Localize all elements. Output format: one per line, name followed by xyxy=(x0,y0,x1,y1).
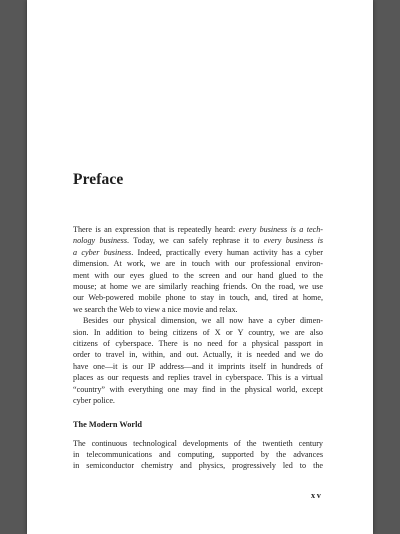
text-line: There is an expression that is repeatedly heard: every business is a tech- xyxy=(73,225,323,234)
book-page xyxy=(27,0,373,534)
paragraph xyxy=(73,438,323,472)
text-line: order to travel in, within, and out. Actually, it is needed and we do xyxy=(73,350,323,360)
text-line: have one—it is our IP address—and it imprints itself in hundreds of xyxy=(73,361,323,371)
text-line: The continuous technological developments of the twentieth century xyxy=(73,438,323,448)
text-line: Besides our physical dimension, we all now have a cyber dimen- xyxy=(83,316,323,326)
text-line: our Web-powered mobile phone to stay in touch, and, tired at home, xyxy=(73,293,323,303)
section-heading: The Modern World xyxy=(73,419,142,429)
text-line: “country” with everything one may find in the physical world, except xyxy=(73,384,323,394)
text-line: ment with our eyes glued to the screen and our hand glued to the xyxy=(73,270,323,280)
text-line: a cyber business. Indeed, practically every human activity has a cyber xyxy=(73,247,323,257)
text-line: cyber police. xyxy=(73,396,115,406)
body-text xyxy=(73,224,323,472)
text-line: sion. In addition to being citizens of X or Y country, we are also xyxy=(73,327,323,337)
paragraph xyxy=(73,315,323,406)
text-line: dimension. At work, we are in touch with our professional environ- xyxy=(73,259,323,269)
text-line: in semiconductor chemistry and physics, progressively led to the xyxy=(73,461,323,471)
chapter-title: Preface xyxy=(73,171,124,188)
text-line: citizens of cyberspace. There is no need for a physical passport in xyxy=(73,339,323,349)
text-line: mouse; at home we are similarly reaching friends. On the road, we use xyxy=(73,282,323,292)
text-line: nology business. Today, we can safely rephrase it to every business is xyxy=(73,236,324,246)
page-number: xv xyxy=(311,491,323,500)
text-line: places as our requests and replies travel in cyberspace. This is a virtual xyxy=(73,373,323,383)
text-line: in telecommunications and computing, supported by the advances xyxy=(73,449,323,459)
paragraph xyxy=(73,224,323,315)
text-line: we search the Web to view a nice movie and relax. xyxy=(73,304,238,314)
